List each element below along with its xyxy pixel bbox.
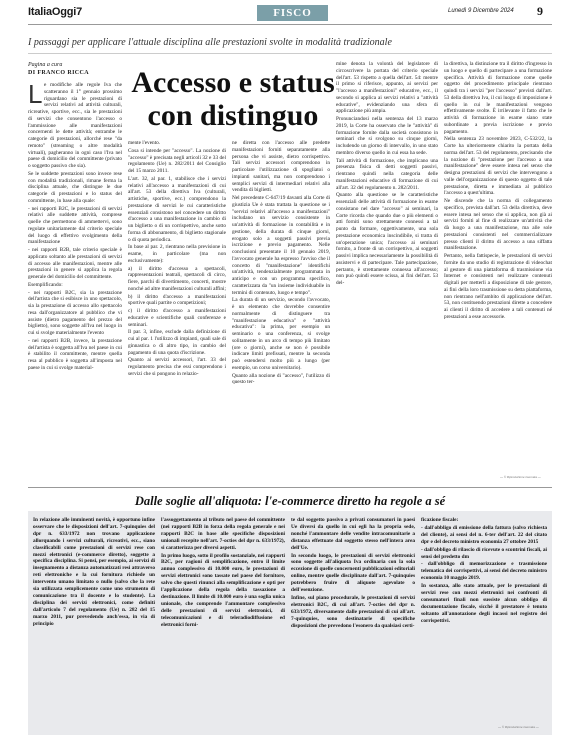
box-column-3 [291, 517, 415, 729]
paragraph: b) il diritto d'accesso a manifestazioni sportive quali partite o competizioni; [128, 293, 226, 307]
column-paragraphs [28, 82, 122, 372]
paragraph: ficazione fiscale: [421, 517, 459, 523]
issue-date: Lunedì 9 Dicembre 2024 [448, 8, 514, 14]
paragraph: Infine, sul piano procedurale, le prestazioni di servizi elettronici B2C, di cui all'art. 7-octies del dpr n. 633/1972, diversamente dalle prestazioni di cui all'art. 7-quinquies, sono destinatarie di specifiche disposizioni che prevedono l'esonero da qualsiasi certi- [291, 594, 415, 629]
page-number: 9 [537, 4, 543, 18]
header-divider [28, 24, 552, 25]
paragraph: - dall'obbligo di memorizzazione e trasmissione telematica dei corrispettivi, ai sensi del decreto ministro economia 10 maggio 2019. [421, 561, 547, 582]
paragraph: Quanto ai servizi accessori, l'art. 33 del regolamento precisa che essi comprendono i servizi che si pongono in relazio- [128, 357, 226, 377]
paragraph: Tali attività di formazione, che implicano una presenza fisica di detti soggetti passivi, rientrano quindi nella categoria delle manifestazioni educative di formazione di cui all'art. 32 del regolamento n. 282/2011. [336, 157, 438, 191]
paragraph: In primo luogo, sotto il profilo sostanziale, nei rapporti B2C, per ragioni di semplificazione, entro il limite annuo complessivo di 10.000 euro, le prestazioni di servizi elettronici sono tassate nel paese del fornitore, salvo che questi rinunci alla semplificazione e opti per l'applicazione della regola della tassazione a destinazione. Il limite di 10.000 euro è una soglia unica unionale, che comprende l'ammontare complessivo delle prestazioni di servizi elettronici, di telecomunicazioni e di teleradiodiffusione ed elettronici forni- [161, 552, 285, 628]
paragraph: In base al par. 2, rientrano nella previsione in esame, in particolare (ma non esclusivamente): [128, 244, 226, 264]
column-paragraphs [444, 61, 552, 321]
article-column-1 [28, 82, 122, 480]
section-label: FISCO [257, 5, 328, 21]
paragraph: mente l'evento. [128, 140, 161, 146]
box-title: Dalle soglie all'aliquota: l'e-commerce diretto ha regole a sé [134, 494, 446, 508]
box-copyright-note: — © Riproduzione riservata — [498, 725, 539, 729]
paragraph: In sostanza, allo stato attuale, per le prestazioni di servizi rese con mezzi elettronici nei confronti di consumatori finali non sussiste alcun obbligo di documentazione fiscale, sicché il prestatore è tenuto soltanto all'annotazione degli incassi nel registro dei corrispettivi. [421, 583, 547, 624]
paragraph: In relazione alle imminenti novità, è opportuno infine osservare che le disposizioni dell'art. 7-quinquies del dpr n. 633/1972 non trovano applicazione allorquando i servizi culturali, ricreativi, ecc., siano classificabili come prestazioni di servizi rese con mezzi elettronici (e-commerce diretto), soggette a specifica disciplina. Si pensi, per esempio, ai servizi di insegnamento a distanza automatizzati resi attraverso reti elettroniche e la cui fornitura richiede un intervento umano limitato o nullo (salvo che la rete sia utilizzata semplicemente come uno strumento di comunicazione tra il docente e lo studente). La disciplina dei servizi elettronici, come definiti dall'articolo 7 del regolamento (Ue) n. 282 del 15 marzo 2011, pur prevedendo anch'essa, in via di principio [33, 517, 155, 627]
box-column-4 [421, 517, 547, 723]
box-column-2 [161, 517, 285, 729]
paragraph: - nei rapporti B2C, le prestazioni di servizi relativi alle suddette attività, comprese quelle che permettono di ammettervi, sono regolate unitariamente dal criterio speciale del luogo di effettivo svolgimento della manifestazione [28, 205, 122, 246]
paragraph: Se le suddette prestazioni sono invece rese con modalità tradizionali, rimane ferma la disciplina attuale, che distingue le due categorie di prestazioni e lo status del committente, in base alla quale: [28, 170, 122, 204]
article-column-4 [336, 61, 438, 480]
paragraph: l'assoggettamento al tributo nel paese del committente (nei rapporti B2B in forza della regola generale e nei rapporti B2C in base alle specifiche disposizioni unionali recepite nell'art. 7-octies del dpr n. 633/1972), si caratterizza per diversi aspetti. [161, 517, 285, 551]
article-column-2 [128, 140, 226, 480]
paragraph: e modifiche alle regole Iva che scatteranno il 1° gennaio prossimo riguardano sia le prestazioni di servizi relativi ad attività culturali, ricreative, sportive, ecc., sia le prestazioni di servizi che consentono l'accesso o l'ammissione alle manifestazioni concernenti le dette attività; entrambe le categorie di prestazioni, allorché rese "da remoto" (streaming o altre modalità virtuali), pagheranno in ogni caso l'Iva nel paese di domicilio del committente (privato o soggetto passivo che sia). [28, 82, 122, 169]
paragraph: L'art. 32, al par. 1, stabilisce che i servizi relativi all'accesso a manifestazioni di cui all'art. 53 della direttiva Iva (culturali, artistiche, sportive, ecc.) comprendono la prestazione di servizi le cui caratteristiche essenziali consistono nel concedere un diritto d'accesso a una manifestazione in cambio di un biglietto o di un corrispettivo, anche sotto forma di abbonamento, di biglietto stagionale o di quota periodica. [128, 175, 226, 243]
column-paragraphs [232, 140, 330, 386]
paragraph: La durata di un servizio, secondo l'avvocato, è un elemento che dovrebbe consentire normalmente di distinguere tra "manifestazione educativa" e "attività educativa": la prima, per esempio un seminario o una conferenza, si svolge solitamente in un arco di tempo più limitato (ore o giorni), anche se non è possibile indicare limiti prefissati, mentre la seconda può estendersi molto più a lungo (per esempio, un corso universitario). [232, 297, 330, 371]
paragraph: Il par. 3, infine, esclude dalla definizione di cui al par. 1 l'utilizzo di impianti, quali sale di ginnastica o di altro tipo, in cambio del pagamento di una quota d'iscrizione. [128, 329, 226, 356]
paragraph: Quanto alla nozione di "accesso", l'utilizzo di questo ter- [232, 372, 330, 386]
paragraph: mine denota la volontà del legislatore di circoscrivere la portata del criterio speciale dell'art. 53 rispetto a quella dell'art. 54: mentre il primo si riferisce, appunto, ai servizi per "l'accesso a manifestazioni" educative, ecc., il secondo si applica ai servizi relativi a "attività educative", evidenziando una sfera di applicazione più ampia. [336, 61, 438, 115]
page-header [0, 0, 580, 26]
paragraph: ne diretta con l'accesso alle predette manifestazioni forniti separatamente alla persona che vi assiste, dietro corrispettivo. Tali servizi accessori comprendono in particolare l'utilizzazione di spogliatoi o impianti sanitari, ma non comprendono i semplici servizi di intermediari relativi alla vendita di biglietti. [232, 140, 330, 194]
paragraph: Esemplificando: [28, 281, 63, 288]
paragraph: Pronunciandosi nella sentenza del 13 marzo 2019, la Corte ha osservato che le "attività" di formazione fornite dalla società consistono in seminari che si svolgono su cinque giorni, includendo un giorno di intervallo, in uno stato membro diverso quello in cui essa ha sede. [336, 116, 438, 156]
paragraph: Nel precedente C-647/19 davanti alla Corte di giustizia Ue è stata trattata la questione se i "servizi relativi all'accesso a manifestazioni" includano un servizio consistente in un'attività di formazione in contabilità e in gestione, della durata di cinque giorni, erogato solo a soggetti passivi previa iscrizione e previo pagamento. Nelle conclusioni presentate il 10 gennaio 2019, l'avvocato generale ha espresso l'avviso che il concetto di "manifestazione" identifichi un'attività, tendenzialmente programmata in anticipo e con un programma specifico, caratterizzata da "un insieme individuabile in termini di contenuto, luogo e tempo". [232, 195, 330, 296]
paragraph: Nella sentenza 23 novembre 2023, C-532/22, la Corte ha ulteriormente chiarito la portata della norma dell'art. 53 del regolamento, precisando che la nozione di "prestazione per l'accesso a una manifestazione" deve essere intesa nel senso che designa prestazioni di servizi che intervengono a valle dell'organizzazione di questo oggetto di tale prestazione, diretta e immediata al pubblico l'accesso a quest'ultima. [444, 136, 552, 197]
column-paragraphs [161, 517, 285, 629]
paragraph: te dal soggetto passivo a privati consumatori in paesi Ue diversi da quello in cui egli ha la propria sede, nonché l'ammontare delle vendite intracomunitarie a distanza effettuate dal soggetto stesso nell'intera area dell'Ue. [291, 517, 415, 551]
paragraph: - nei rapporti B2B, invece, la prestazione dell'artista è soggetta all'Iva nel paese in cui è stabilito il committente, mentre quella resa al pubblico è soggetta all'imposta nel paese in cui si svolge material- [28, 337, 122, 371]
newspaper-logo: ItaliaOggi7 [28, 6, 83, 18]
article-kicker: I passaggi per applicare l'attuale disciplina alle prestazioni svolte in modalità tradizionale [28, 37, 392, 48]
article-column-5 [444, 61, 552, 473]
paragraph: la direttiva, la distinzione tra il diritto d'ingresso in un luogo e quello di partecipare a una formazione specifica. Attività di formazione come quelle oggetto del procedimento principale rientrano quindi tra i servizi "per l'accesso" previsti dall'art. 53 della direttiva Iva, il cui luogo di imposizione è quello in cui le manifestazioni vengono effettivamente svolte. È irrilevante il fatto che le attività di formazione in esame siano state subordinate a previa iscrizione e previo pagamento. [444, 61, 552, 135]
paragraph: In secondo luogo, le prestazioni di servizi elettronici sono soggette all'aliquota Iva ordinaria con la sola eccezione di quelle concernenti pubblicazioni editoriali online, mentre quelle disciplinate dall'art. 7-quinquies potrebbero fruire di aliquote agevolate o dell'esenzione. [291, 552, 415, 594]
paragraph: Quanto alla questione se le caratteristiche essenziali delle attività di formazione in esame consistano nel dare "accesso" ai seminari, la Corte ricorda che quando due o più elementi o atti forniti sono strettamente connessi a tal punto da formare, oggettivamente, una sola prestazione economica inscindibile, si tratta di un'operazione unica; l'accesso ai seminari fornito, a fronte di un corrispettivo, ai soggetti passivi implica necessariamente la possibilità di assistervi e di partecipare. Tale partecipazione, pertanto, è strettamente connessa all'accesso; non può quindi essere scissa, ai fini dell'art. 53 del- [336, 192, 438, 286]
paragraph: - dall'obbligo di emissione della fattura (salvo richiesta del cliente), ai sensi del n. 6-ter dell'art. 22 del citato dpr e del decreto ministro economia 27 ottobre 2015 [421, 524, 547, 545]
column-paragraphs [291, 517, 415, 630]
column-paragraphs [336, 61, 438, 287]
paragraph: Pertanto, nella fattispecie, le prestazioni di servizi fornite da uno studio di registrazione di videochat al gestore di una piattaforma di trasmissione via Internet e consistenti nel realizzare contenuti digitali per metterli a disposizione di tale gestore, ai fini della loro trasmissione su detta piattaforma, non rientrano nell'ambito di applicazione dell'art. 53, non costituendo prestazioni dirette a concedere ai clienti il diritto di accedere a tali contenuti né prestazioni a esse accessorie. [444, 253, 552, 320]
column-paragraphs [128, 140, 226, 378]
paragraph: - nei rapporti B2B, tale criterio speciale è applicato soltanto alle prestazioni di servizi di accesso alle manifestazioni, mentre alle prestazioni in genere si applica la regola generale del domicilio del committente. [28, 247, 122, 280]
byline [28, 61, 118, 77]
article-column-3 [232, 140, 330, 480]
article-title: Accesso e status con distinguo [131, 66, 335, 132]
drop-cap: L [28, 82, 43, 109]
sidebar-box [28, 511, 552, 735]
paragraph: - nei rapporti B2C, sia la prestazione dell'artista che si esibisce in uno spettacolo, sia la prestazione di accesso allo spettacolo resa dall'organizzatore al pubblico che vi assiste (dietro pagamento del prezzo del biglietto), sono soggette all'Iva nel luogo in cui si svolge materialmente l'evento [28, 289, 122, 336]
section-divider [28, 487, 552, 488]
paragraph: c) il diritto d'accesso a manifestazioni educative e scientifiche quali conferenze e seminari. [128, 308, 226, 328]
copyright-note: — © Riproduzione riservata — [500, 475, 541, 479]
column-paragraphs [421, 517, 547, 625]
box-column-1 [33, 517, 155, 729]
page-credit-label: Pagina a cura [28, 62, 63, 68]
paragraph: Cosa si intende per "accesso". La nozione di "accesso" è precisata negli articoli 32 e 33 del regolamento (Ue) n. 282/2011 del Consiglio del 15 marzo 2011. [128, 147, 226, 174]
kicker-divider [28, 53, 552, 54]
paragraph: a) il diritto d'accesso a spettacoli, rappresentazioni teatrali, spettacoli di circo, fiere, parchi di divertimento, concerti, mostre nonché ad altre manifestazioni culturali affini; [128, 265, 226, 292]
paragraph: Ne discende che la norma di collegamento specifico, prevista dall'art. 53 della direttiva, deve essere intesa nel senso che si applica, non già ai servizi forniti al fine di realizzare un'attività che dà luogo a una manifestazione, ma alle sole prestazioni consistenti nel commercializzare presso clienti il diritto di accesso a una siffatta manifestazione. [444, 198, 552, 252]
paragraph: - dall'obbligo di rilascio di ricevute o scontrini fiscali, ai sensi del predetto dm [421, 546, 547, 560]
author-name: DI FRANCO RICCA [28, 70, 89, 76]
column-paragraphs [33, 517, 155, 628]
